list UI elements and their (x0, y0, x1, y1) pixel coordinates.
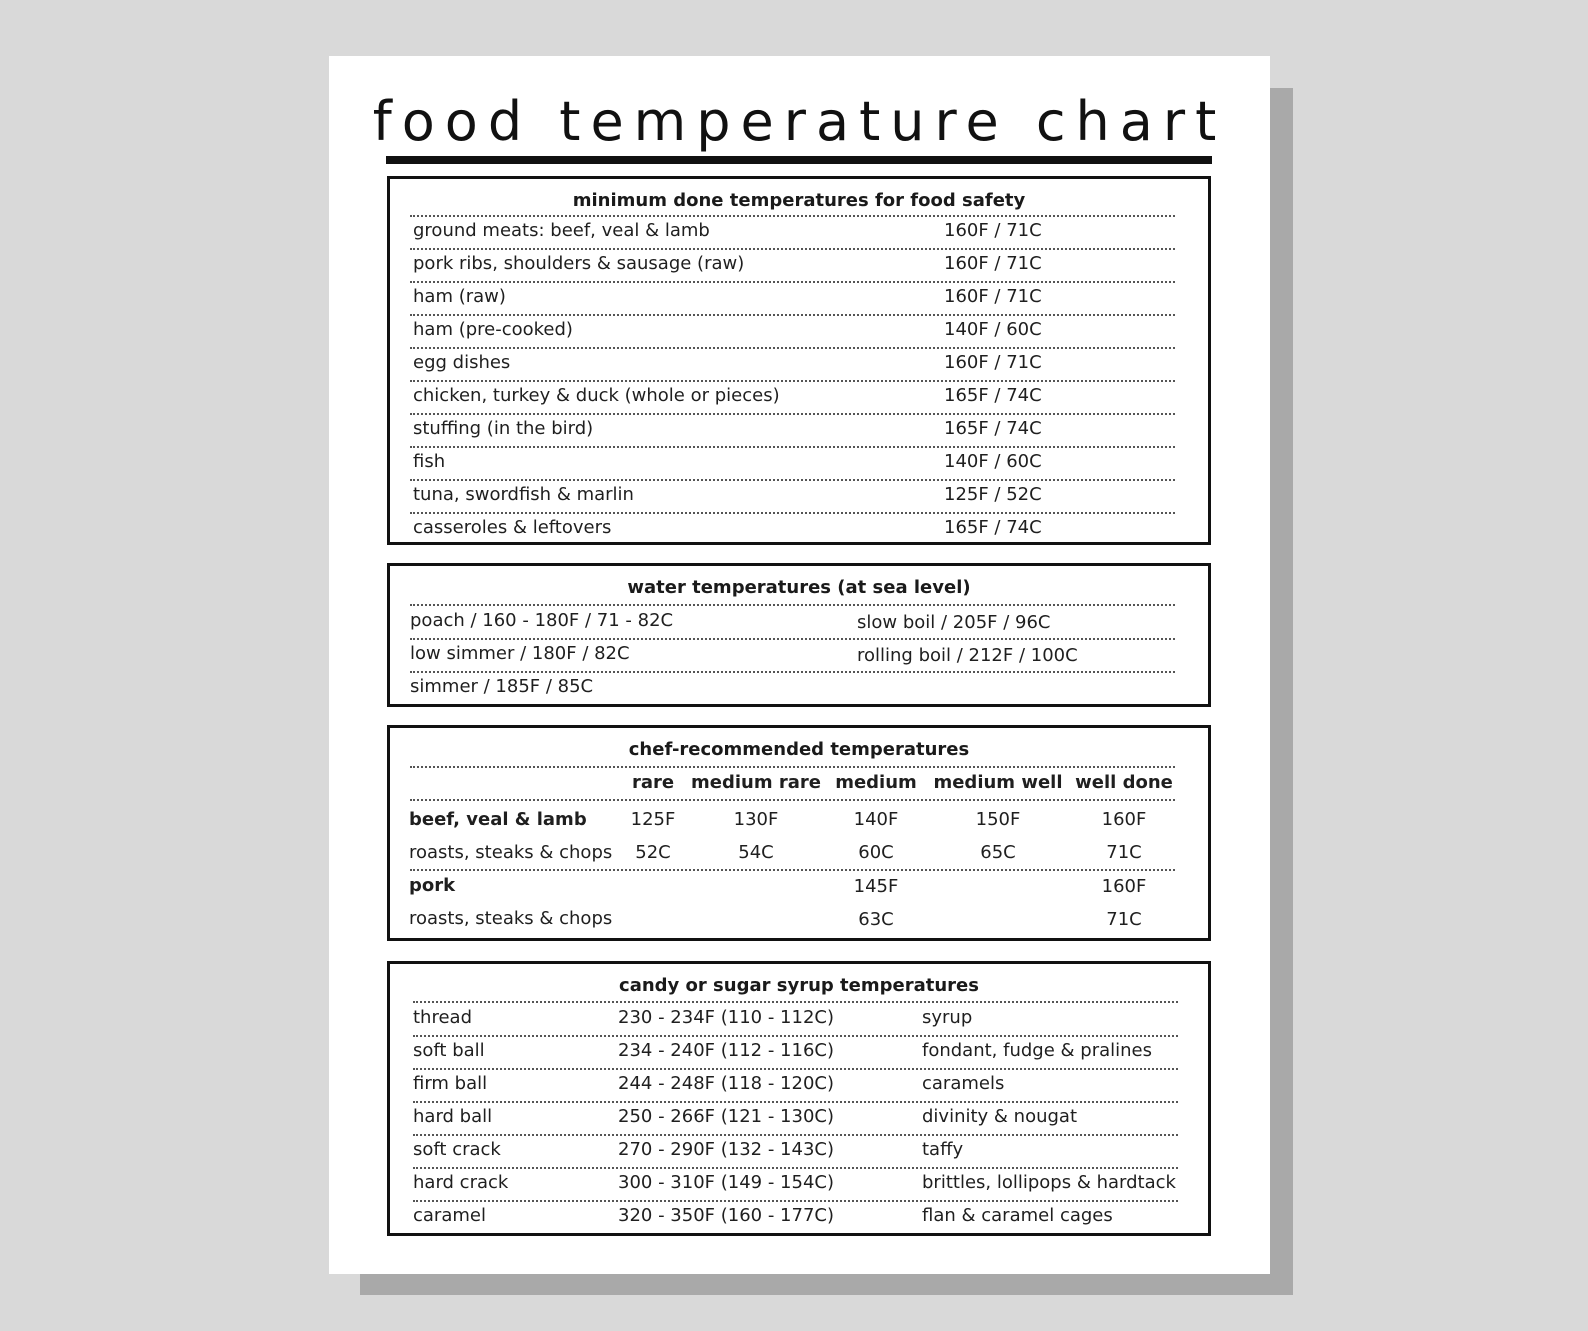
dotted-divider (413, 1035, 1178, 1037)
water-left-item: low simmer / 180F / 82C (410, 643, 630, 664)
dotted-divider (410, 413, 1175, 415)
safety-food-label: ham (pre-cooked) (413, 319, 573, 340)
safety-food-label: stuffing (in the bird) (413, 418, 594, 439)
candy-stage: soft crack (413, 1139, 501, 1160)
dotted-divider (410, 512, 1175, 514)
dotted-divider (410, 446, 1175, 448)
candy-range: 230 - 234F (110 - 112C) (618, 1007, 834, 1028)
chart-page (329, 56, 1270, 1274)
title-rule (386, 156, 1212, 164)
candy-range: 234 - 240F (112 - 116C) (618, 1040, 834, 1061)
dotted-divider (413, 1134, 1178, 1136)
chef-beef-f-value: 140F (853, 809, 899, 830)
water-heading: water temperatures (at sea level) (627, 577, 971, 598)
chef-beef-c-value: 65C (980, 842, 1016, 863)
dotted-divider (410, 766, 1175, 768)
safety-food-label: tuna, swordfish & marlin (413, 484, 634, 505)
candy-use: brittles, lollipops & hardtack (922, 1172, 1176, 1193)
dotted-divider (413, 1167, 1178, 1169)
chef-pork-c-value: 63C (858, 909, 894, 930)
candy-use: fondant, fudge & pralines (922, 1040, 1152, 1061)
chef-beef-label: beef, veal & lamb (409, 809, 587, 830)
safety-temp-value: 125F / 52C (944, 484, 1042, 505)
dotted-divider (410, 314, 1175, 316)
safety-food-label: chicken, turkey & duck (whole or pieces) (413, 385, 780, 406)
safety-food-label: pork ribs, shoulders & sausage (raw) (413, 253, 745, 274)
candy-stage: thread (413, 1007, 473, 1028)
candy-stage: firm ball (413, 1073, 488, 1094)
chef-column-header: medium (835, 772, 917, 793)
candy-use: taffy (922, 1139, 964, 1160)
dotted-divider (410, 347, 1175, 349)
food-safety-heading: minimum done temperatures for food safety (572, 190, 1026, 211)
chef-beef-c-value: 71C (1106, 842, 1142, 863)
dotted-divider (413, 1001, 1178, 1003)
chef-beef-c-value: 60C (858, 842, 894, 863)
dotted-divider (410, 380, 1175, 382)
safety-food-label: egg dishes (413, 352, 511, 373)
chef-column-header: rare (631, 772, 675, 793)
water-right-item: slow boil / 205F / 96C (857, 612, 1051, 633)
chef-pork-label: pork (409, 875, 456, 896)
chef-beef-sub: roasts, steaks & chops (409, 842, 613, 863)
safety-temp-value: 165F / 74C (944, 385, 1042, 406)
candy-use: flan & caramel cages (922, 1205, 1113, 1226)
safety-temp-value: 160F / 71C (944, 253, 1042, 274)
chef-pork-f-value: 160F (1101, 876, 1147, 897)
candy-stage: hard crack (413, 1172, 509, 1193)
chef-beef-f-value: 150F (975, 809, 1021, 830)
dotted-divider (410, 869, 1175, 871)
candy-use: syrup (922, 1007, 973, 1028)
safety-temp-value: 160F / 71C (944, 286, 1042, 307)
page-title: food temperature chart (372, 90, 1227, 153)
dotted-divider (410, 281, 1175, 283)
safety-food-label: casseroles & leftovers (413, 517, 612, 538)
chef-recommended-section (387, 725, 1211, 941)
candy-stage: hard ball (413, 1106, 493, 1127)
candy-use: divinity & nougat (922, 1106, 1078, 1127)
candy-stage: soft ball (413, 1040, 485, 1061)
chef-beef-f-value: 160F (1101, 809, 1147, 830)
chef-column-header: medium well (933, 772, 1063, 793)
safety-temp-value: 160F / 71C (944, 220, 1042, 241)
candy-syrup-section (387, 961, 1211, 1236)
chef-pork-c-value: 71C (1106, 909, 1142, 930)
chef-heading: chef-recommended temperatures (628, 739, 970, 760)
dotted-divider (410, 671, 1175, 673)
dotted-divider (413, 1200, 1178, 1202)
safety-temp-value: 160F / 71C (944, 352, 1042, 373)
chef-pork-f-value: 145F (853, 876, 899, 897)
candy-use: caramels (922, 1073, 1005, 1094)
candy-stage: caramel (413, 1205, 486, 1226)
chef-column-header: well done (1075, 772, 1173, 793)
dotted-divider (410, 215, 1175, 217)
dotted-divider (410, 479, 1175, 481)
chef-beef-c-value: 54C (738, 842, 774, 863)
dotted-divider (413, 1101, 1178, 1103)
dotted-divider (410, 248, 1175, 250)
food-safety-section (387, 176, 1211, 545)
chef-beef-f-value: 125F (630, 809, 676, 830)
chef-pork-sub: roasts, steaks & chops (409, 908, 613, 929)
candy-range: 244 - 248F (118 - 120C) (618, 1073, 834, 1094)
safety-food-label: ham (raw) (413, 286, 506, 307)
water-left-item: poach / 160 - 180F / 71 - 82C (410, 610, 674, 631)
safety-temp-value: 165F / 74C (944, 517, 1042, 538)
chef-beef-c-value: 52C (635, 842, 671, 863)
safety-temp-value: 140F / 60C (944, 319, 1042, 340)
chef-beef-f-value: 130F (733, 809, 779, 830)
safety-food-label: ground meats: beef, veal & lamb (413, 220, 710, 241)
candy-range: 250 - 266F (121 - 130C) (618, 1106, 834, 1127)
candy-heading: candy or sugar syrup temperatures (619, 975, 979, 996)
candy-range: 270 - 290F (132 - 143C) (618, 1139, 834, 1160)
candy-range: 320 - 350F (160 - 177C) (618, 1205, 834, 1226)
dotted-divider (410, 604, 1175, 606)
candy-range: 300 - 310F (149 - 154C) (618, 1172, 834, 1193)
water-temperatures-section (387, 563, 1211, 707)
safety-temp-value: 140F / 60C (944, 451, 1042, 472)
water-right-item: rolling boil / 212F / 100C (857, 645, 1078, 666)
safety-food-label: fish (413, 451, 446, 472)
dotted-divider (413, 1068, 1178, 1070)
dotted-divider (410, 638, 1175, 640)
chef-column-header: medium rare (691, 772, 821, 793)
dotted-divider (410, 799, 1175, 801)
water-left-item: simmer / 185F / 85C (410, 676, 594, 697)
safety-temp-value: 165F / 74C (944, 418, 1042, 439)
